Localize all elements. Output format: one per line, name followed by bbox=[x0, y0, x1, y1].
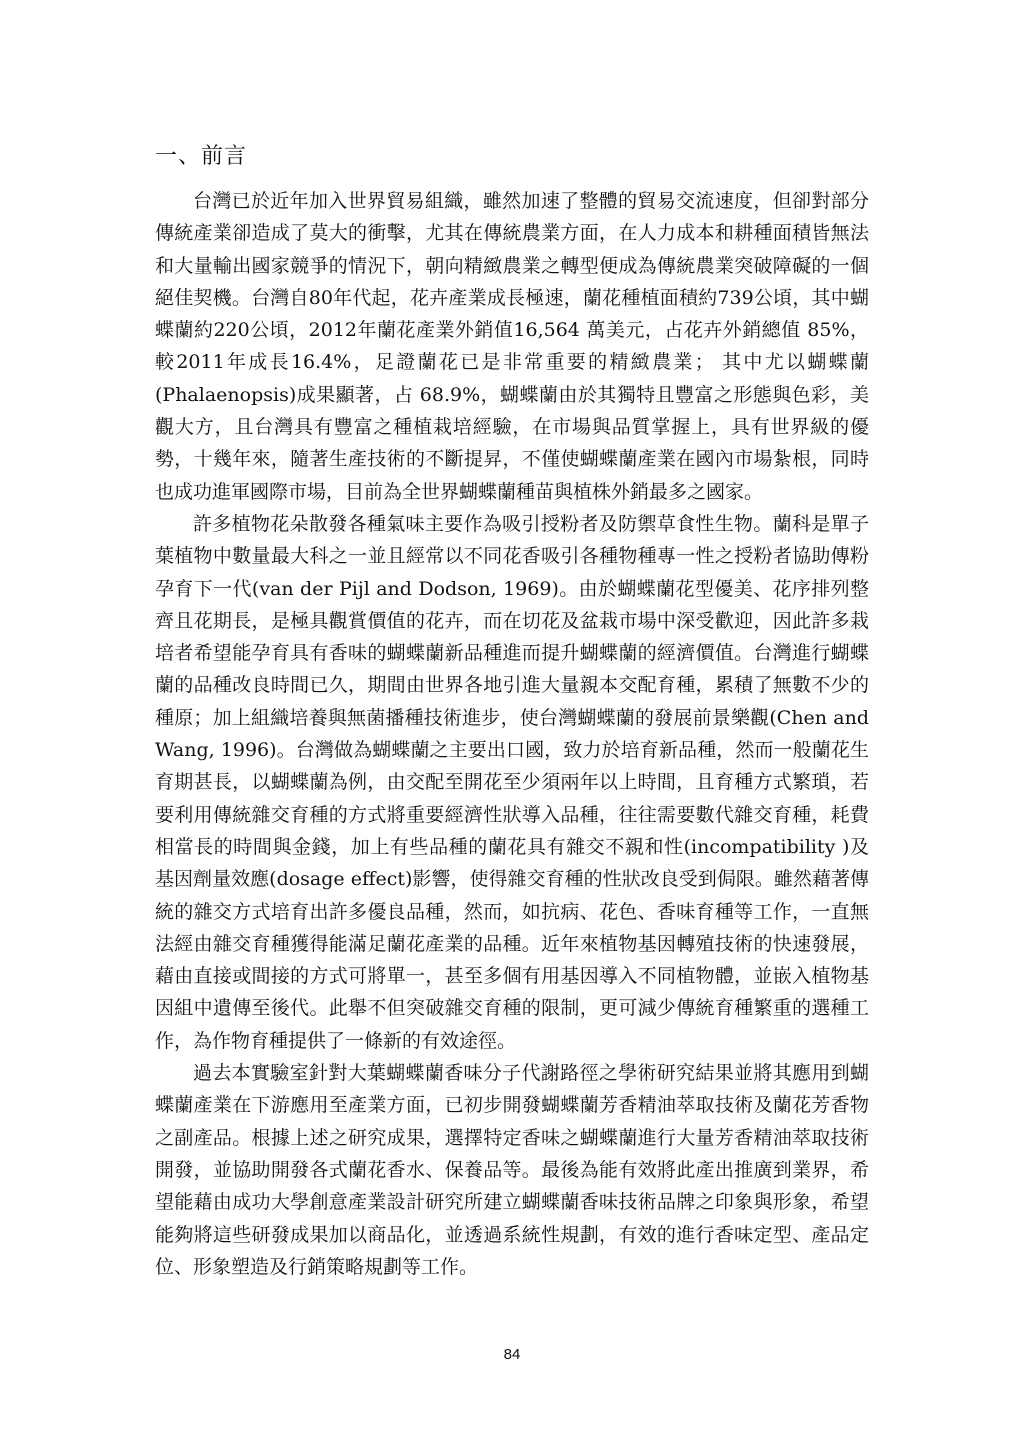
paragraph-2: 許多植物花朵散發各種氣味主要作為吸引授粉者及防禦草食性生物。蘭科是單子葉植物中數量最大科之一並且經常以不同花香吸引各種物種專一性之授粉者協助傳粉孕育下一代(van der Pijl and Dodson, 1969)。由於蝴蝶蘭花型優美、花序排列整齊且花期長，是極具觀賞價值的花卉，而在切花及盆栽市場中深受歡迎，因此許多栽培者希望能孕育具有香味的蝴蝶蘭新品種進而提升蝴蝶蘭的經濟價值。台灣進行蝴蝶蘭的品種改良時間已久，期間由世界各地引進大量親本交配育種，累積了無數不少的種原；加上組織培養與無菌播種技術進步，使台灣蝴蝶蘭的發展前景樂觀(Chen and Wang, 1996)。台灣做為蝴蝶蘭之主要出口國，致力於培育新品種，然而一般蘭花生育期甚長，以蝴蝶蘭為例，由交配至開花至少須兩年以上時間，且育種方式繁瑣，若要利用傳統雜交育種的方式將重要經濟性狀導入品種，往往需要數代雜交育種，耗費相當長的時間與金錢，加上有些品種的蘭花具有雜交不親和性(incompatibility )及基因劑量效應(dosage effect)影響，使得雜交育種的性狀改良受到侷限。雖然藉著傳統的雜交方式培育出許多優良品種，然而，如抗病、花色、香味育種等工作，一直無法經由雜交育種獲得能滿足蘭花產業的品種。近年來植物基因轉殖技術的快速發展，藉由直接或間接的方式可將單一，甚至多個有用基因導入不同植物體，並嵌入植物基因組中遺傳至後代。此舉不但突破雜交育種的限制，更可減少傳統育種繁重的選種工作，為作物育種提供了一條新的有效途徑。 bbox=[155, 512, 869, 1052]
paragraph-1: 台灣已於近年加入世界貿易組織，雖然加速了整體的貿易交流速度，但卻對部分傳統產業卻造成了莫大的衝擊，尤其在傳統農業方面，在人力成本和耕種面積皆無法和大量輸出國家競爭的情況下，朝向精緻農業之轉型便成為傳統農業突破障礙的一個絕佳契機。台灣自80年代起，花卉產業成長極速，蘭花種植面積約739公頃，其中蝴蝶蘭約220公頃，2012年蘭花產業外銷值16,564 萬美元，占花卉外銷總值 85%，較2011年成長16.4%，足證蘭花已是非常重要的精緻農業； 其中尤以蝴蝶蘭(Phalaenopsis)成果顯著，占 68.9%，蝴蝶蘭由於其獨特且豐富之形態與色彩，美觀大方，且台灣具有豐富之種植栽培經驗，在市場與品質掌握上，具有世界級的優勢，十幾年來，隨著生產技術的不斷提昇，不僅使蝴蝶蘭產業在國內市場紮根，同時也成功進軍國際市場，目前為全世界蝴蝶蘭種苗與植株外銷最多之國家。 bbox=[155, 190, 869, 503]
section-body bbox=[155, 185, 869, 1283]
page-number: 84 bbox=[503, 1346, 521, 1363]
paragraph-3: 過去本實驗室針對大葉蝴蝶蘭香味分子代謝路徑之學術研究結果並將其應用到蝴蝶蘭產業在下游應用至產業方面，已初步開發蝴蝶蘭芳香精油萃取技術及蘭花芳香物之副產品。根據上述之研究成果，選擇特定香味之蝴蝶蘭進行大量芳香精油萃取技術開發，並協助開發各式蘭花香水、保養品等。最後為能有效將此產出推廣到業界，希望能藉由成功大學創意產業設計研究所建立蝴蝶蘭香味技術品牌之印象與形象，希望能夠將這些研發成果加以商品化，並透過系統性規劃，有效的進行香味定型、產品定位、形象塑造及行銷策略規劃等工作。 bbox=[155, 1062, 869, 1278]
section-heading: 一、前言 bbox=[155, 144, 248, 169]
